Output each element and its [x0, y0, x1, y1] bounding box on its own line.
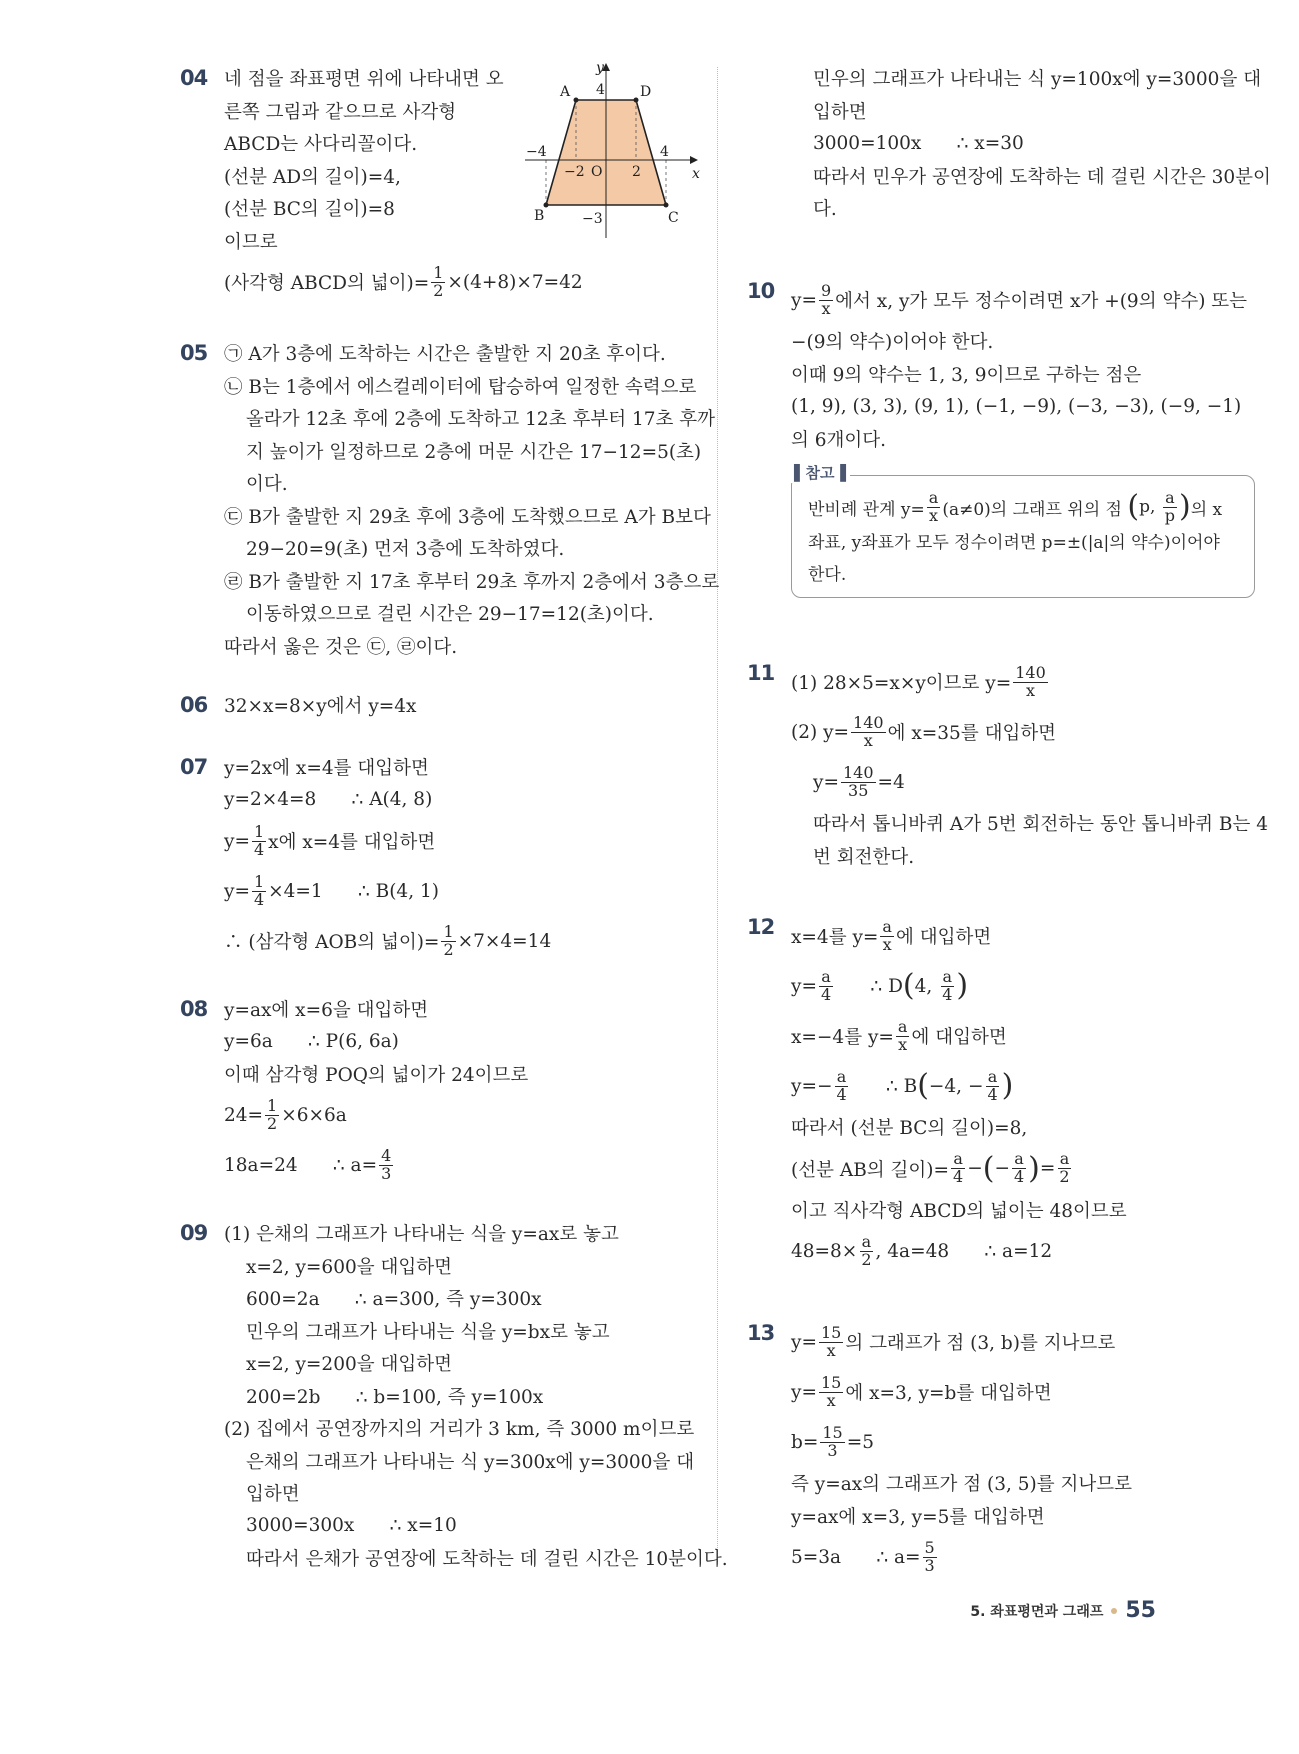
text-segment: 32×x=8×y에서 y=4x	[224, 696, 417, 718]
fraction-numerator: a	[882, 916, 892, 936]
problem-09	[180, 1217, 728, 1575]
text-segment: 에 x=3, y=b를 대입하면	[845, 1383, 1052, 1404]
text-segment: y=	[791, 1381, 817, 1403]
text-segment: −4, −	[928, 1075, 984, 1097]
text-segment: 입하면	[246, 1484, 300, 1506]
fraction-denominator: x	[826, 1390, 836, 1410]
text-segment: ㉢ B가 출발한 지 29초 후에 3층에 도착했으므로 A가 B보다	[224, 506, 711, 528]
text-segment: =4	[877, 771, 905, 793]
text-segment: ∴ (삼각형 AOB의 넓이)=	[224, 932, 440, 953]
fraction-denominator: 4	[953, 1167, 964, 1186]
fraction-denominator: x	[929, 505, 939, 525]
text-segment: −(9의 약수)이어야 한다.	[791, 332, 994, 354]
text-line	[224, 1091, 528, 1141]
text-line	[224, 565, 719, 598]
text-line	[224, 1026, 528, 1059]
text-line	[791, 1317, 1132, 1367]
text-segment: 에 대입하면	[911, 1027, 1007, 1048]
text-segment: 이동하였으므로 걸린 시간은 29−17=12(초)이다.	[246, 604, 654, 626]
fraction	[252, 871, 266, 909]
text-segment: 한다.	[808, 565, 847, 586]
fraction-numerator: a	[821, 966, 831, 986]
fraction-numerator: 15	[822, 1422, 843, 1442]
text-line	[224, 1347, 728, 1380]
text-line	[791, 1417, 1132, 1467]
text-line	[224, 192, 583, 225]
x-axis-arrow	[690, 156, 698, 164]
fraction	[819, 1322, 843, 1360]
text-segment: −	[994, 1158, 1010, 1179]
fraction-numerator: a	[1165, 488, 1175, 507]
text-segment: 반비례 관계 y=	[808, 499, 925, 520]
text-line	[791, 325, 1255, 358]
fraction-numerator: a	[1014, 1149, 1024, 1169]
problem-number: 08	[180, 997, 208, 1021]
text-segment: y=	[791, 1331, 817, 1353]
text-segment: x=2, y=600을 대입하면	[246, 1256, 452, 1278]
text-segment: ABCD는 사다리꼴이다.	[224, 134, 418, 156]
text-segment: 18a=24 ∴ a=	[224, 1155, 378, 1176]
fraction-numerator: 1	[267, 1096, 278, 1116]
text-line	[224, 1542, 728, 1575]
fraction	[834, 1066, 848, 1104]
text-segment: 이므로	[224, 231, 278, 253]
fraction	[1163, 490, 1177, 525]
text-segment: 네 점을 좌표평면 위에 나타내면 오	[224, 69, 504, 91]
tick-x-2: 2	[632, 164, 641, 180]
text-line	[808, 557, 1240, 589]
fraction-denominator: 4	[942, 984, 953, 1004]
text-segment: ×4=1 ∴ B(4, 1)	[268, 880, 439, 902]
text-line	[224, 467, 719, 500]
text-segment: 에서 x, y가 모두 정수이려면 x가 +(9의 약수) 또는	[835, 291, 1248, 312]
text-segment: y=2x에 x=4를 대입하면	[224, 758, 429, 780]
problem-09-continued	[791, 62, 1271, 225]
large-parenthesis: (	[917, 1068, 929, 1103]
problem-05	[180, 337, 720, 662]
text-line	[791, 1367, 1132, 1417]
text-line	[224, 500, 719, 533]
text-segment: 3000=300x ∴ x=10	[246, 1515, 457, 1537]
text-segment: ∴ B	[850, 1075, 918, 1097]
fraction	[819, 1372, 843, 1410]
fraction-numerator: a	[928, 488, 939, 507]
text-segment: y=	[791, 289, 817, 311]
text-segment: 이때 9의 약수는 1, 3, 9이므로 구하는 점은	[791, 364, 1142, 386]
text-segment: 이고 직사각형 ABCD의 넓이는 48이므로	[791, 1200, 1127, 1222]
text-line	[791, 1467, 1132, 1500]
fraction-numerator: 1	[433, 262, 444, 282]
text-segment: 민우의 그래프가 나타내는 식 y=100x에 y=3000을 대	[813, 69, 1262, 91]
text-segment: (선분 AB의 길이)=	[791, 1159, 950, 1181]
fraction	[859, 1231, 873, 1269]
fraction-denominator: x	[826, 1340, 836, 1360]
text-line	[224, 597, 719, 630]
fraction	[923, 1537, 937, 1575]
text-line	[791, 1061, 1127, 1111]
text-line	[791, 390, 1255, 423]
fraction	[252, 821, 266, 859]
text-segment: (2) y=	[791, 721, 850, 743]
text-line	[224, 1217, 728, 1250]
fraction-numerator: a	[1059, 1149, 1070, 1169]
problem-11	[747, 657, 1268, 872]
text-segment: y=ax에 x=6을 대입하면	[224, 1000, 429, 1022]
page-number: 55	[1125, 1598, 1156, 1623]
text-segment: 따라서 (선분 BC의 길이)=8,	[791, 1118, 1028, 1140]
text-segment: 48=8×	[791, 1240, 858, 1262]
text-line	[791, 62, 1271, 95]
tick-y-m3: −3	[582, 211, 603, 227]
fraction	[379, 1148, 393, 1183]
text-segment: 즉 y=ax의 그래프가 점 (3, 5)를 지나므로	[791, 1474, 1133, 1496]
fraction-denominator: x	[882, 934, 892, 954]
fraction-denominator: x	[821, 298, 831, 318]
text-line	[224, 1282, 728, 1315]
text-line	[224, 1250, 728, 1283]
text-segment: 4,	[914, 975, 939, 997]
text-line	[791, 358, 1255, 391]
fraction	[1012, 1151, 1026, 1186]
text-line	[224, 1380, 728, 1413]
problem-number: 13	[747, 1321, 775, 1345]
label-origin: O	[591, 164, 603, 180]
large-parenthesis: )	[1179, 489, 1191, 525]
fraction-numerator: a	[836, 1066, 847, 1086]
label-b: B	[534, 208, 545, 224]
label-a: A	[560, 84, 571, 100]
fraction-denominator: 2	[267, 1114, 278, 1133]
fraction-denominator: 4	[253, 889, 265, 909]
text-segment: ×7×4=14	[457, 930, 552, 952]
note-title: ▌참고▐	[790, 462, 850, 483]
text-segment: ㉡ B는 1층에서 에스컬레이터에 탑승하여 일정한 속력으로	[224, 376, 697, 398]
text-segment: 따라서 은채가 공연장에 도착하는 데 걸린 시간은 10분이다.	[246, 1549, 728, 1571]
large-parenthesis: (	[902, 968, 915, 1003]
text-line	[224, 435, 719, 468]
text-segment: =	[1039, 1158, 1056, 1179]
text-line	[791, 911, 1127, 961]
fraction	[819, 966, 833, 1004]
fraction	[927, 490, 941, 525]
text-segment: p,	[1139, 497, 1161, 518]
text-segment: 600=2a ∴ a=300, 즉 y=300x	[246, 1289, 542, 1311]
problem-number: 07	[180, 755, 208, 779]
text-line	[791, 423, 1255, 456]
large-parenthesis: )	[956, 968, 969, 1003]
fraction-numerator: 5	[924, 1537, 935, 1557]
label-y: y	[596, 60, 604, 76]
fraction	[841, 762, 876, 800]
text-segment: 3000=100x ∴ x=30	[813, 132, 1024, 154]
fraction	[985, 1066, 999, 1104]
fraction-numerator: 140	[853, 712, 884, 732]
fraction-numerator: a	[897, 1016, 908, 1036]
text-line	[224, 751, 551, 784]
large-parenthesis: )	[1028, 1150, 1040, 1186]
fraction-numerator: 15	[820, 1372, 842, 1392]
fraction-numerator: a	[861, 1231, 872, 1251]
fraction-denominator: 4	[253, 839, 265, 859]
text-line	[224, 1412, 728, 1445]
text-segment: 5=3a ∴ a=	[791, 1546, 921, 1568]
text-line	[791, 707, 1268, 757]
fraction-denominator: 3	[827, 1440, 838, 1460]
fraction-denominator: 2	[433, 280, 444, 300]
fraction-denominator: 4	[836, 1084, 847, 1104]
text-line	[224, 1315, 728, 1348]
fraction-denominator: x	[1025, 680, 1036, 700]
fraction-denominator: 2	[1059, 1167, 1070, 1186]
text-segment: 따라서 옳은 것은 ㉢, ㉣이다.	[224, 636, 458, 658]
text-segment: 의 그래프가 점 (3, b)를 지나므로	[845, 1333, 1116, 1354]
tick-x-m2: −2	[564, 164, 585, 180]
text-segment: x에 x=4를 대입하면	[268, 832, 436, 853]
problem-10	[747, 275, 1255, 598]
text-segment: (2) 집에서 공연장까지의 거리가 3 km, 즉 3000 m이므로	[224, 1419, 695, 1441]
text-segment: =5	[846, 1431, 874, 1453]
label-x: x	[692, 166, 700, 182]
text-line	[224, 1477, 728, 1510]
text-segment: −	[967, 1158, 983, 1179]
fraction-numerator: a	[987, 1066, 998, 1086]
text-segment: x=4를 y=	[791, 927, 879, 948]
text-segment: 좌표, y좌표가 모두 정수이려면 p=±(|a|의 약수)이어야	[808, 533, 1220, 554]
text-segment: , 4a=48 ∴ a=12	[875, 1240, 1053, 1262]
text-line	[224, 95, 583, 128]
text-segment: 른쪽 그림과 같으므로 사각형	[224, 101, 457, 123]
text-segment: y=6a ∴ P(6, 6a)	[224, 1031, 399, 1053]
text-segment: 에 대입하면	[895, 927, 992, 948]
page-footer	[970, 1598, 1156, 1623]
fraction	[1013, 662, 1048, 700]
fraction-denominator: 4	[820, 984, 832, 1004]
text-line	[791, 1011, 1127, 1061]
text-line	[791, 1194, 1127, 1227]
fraction-numerator: 4	[381, 1146, 392, 1166]
text-line	[224, 689, 416, 722]
text-segment: (사각형 ABCD의 넓이)=	[224, 273, 430, 294]
text-segment: (1) 은채의 그래프가 나타내는 식을 y=ax로 놓고	[224, 1224, 619, 1246]
text-line	[791, 275, 1255, 325]
text-segment: 은채의 그래프가 나타내는 식 y=300x에 y=3000을 대	[246, 1451, 695, 1473]
text-segment: 29−20=9(초) 먼저 3층에 도착하였다.	[246, 539, 565, 561]
text-segment: x=−4를 y=	[791, 1027, 894, 1048]
text-line	[224, 402, 719, 435]
label-c: C	[668, 210, 679, 226]
fraction	[265, 1098, 279, 1133]
text-segment: ∴ D	[835, 975, 903, 997]
text-line	[791, 1500, 1132, 1533]
text-line	[224, 816, 551, 866]
problem-number: 10	[747, 279, 775, 303]
text-line	[791, 1144, 1127, 1194]
text-segment: y=	[813, 771, 839, 793]
text-line	[791, 1532, 1132, 1582]
problem-12	[747, 911, 1127, 1276]
text-segment: (선분 BC의 길이)=8	[224, 199, 395, 221]
text-line	[224, 1141, 528, 1191]
fraction-denominator: x	[863, 730, 873, 750]
fraction-numerator: a	[953, 1149, 963, 1169]
fraction-denominator: p	[1164, 505, 1176, 525]
text-segment: 따라서 톱니바퀴 A가 5번 회전하는 동안 톱니바퀴 B는 4	[813, 814, 1268, 836]
text-line	[224, 127, 583, 160]
text-segment: 이때 삼각형 POQ의 넓이가 24이므로	[224, 1065, 529, 1087]
fraction	[951, 1151, 965, 1186]
text-segment: y=2×4=8 ∴ A(4, 8)	[224, 789, 433, 811]
text-segment: y=	[791, 975, 817, 997]
text-segment: 지 높이가 일정하므로 2층에 머문 시간은 17−12=5(초)	[246, 441, 702, 463]
text-line	[791, 657, 1268, 707]
text-line	[224, 257, 583, 307]
text-line	[224, 1058, 528, 1091]
text-segment: 민우의 그래프가 나타내는 식을 y=bx로 놓고	[246, 1321, 610, 1343]
large-parenthesis: (	[1127, 489, 1140, 525]
text-segment: (a≠0)의 그래프 위의 점	[942, 499, 1128, 520]
fraction	[441, 921, 455, 959]
text-line	[791, 840, 1268, 873]
fraction-denominator: 3	[381, 1164, 392, 1183]
text-line	[224, 62, 583, 95]
fraction-numerator: 1	[443, 921, 454, 941]
text-segment: 24=	[224, 1105, 264, 1126]
text-line	[791, 192, 1271, 225]
problem-13	[747, 1317, 1133, 1582]
text-line	[224, 532, 719, 565]
problem-number: 12	[747, 915, 775, 939]
text-line	[224, 370, 719, 403]
fraction	[431, 262, 445, 300]
fraction-numerator: 9	[820, 280, 832, 300]
bullet-dot	[1111, 1608, 1117, 1614]
text-segment: 따라서 민우가 공연장에 도착하는 데 걸린 시간은 30분이	[813, 166, 1271, 188]
text-segment: 이다.	[246, 474, 288, 496]
problem-07	[180, 751, 552, 966]
text-line	[791, 1226, 1127, 1276]
text-segment: 올라가 12초 후에 2층에 도착하고 12초 후부터 17초 후까	[246, 409, 715, 431]
fraction-numerator: 140	[842, 762, 874, 782]
problem-number: 05	[180, 341, 208, 365]
label-d: D	[640, 84, 652, 100]
text-segment: y=	[224, 880, 250, 902]
fraction-denominator: 4	[987, 1084, 998, 1104]
text-line	[224, 993, 528, 1026]
text-line	[791, 95, 1271, 128]
text-line	[791, 160, 1271, 193]
text-line	[224, 1445, 728, 1478]
text-segment: ×(4+8)×7=42	[447, 271, 583, 293]
fraction-denominator: 35	[848, 780, 869, 800]
fraction-numerator: 1	[253, 821, 265, 841]
text-segment: 에 x=35를 대입하면	[887, 723, 1057, 744]
tick-x-m4: −4	[526, 144, 547, 160]
text-segment: 번 회전한다.	[813, 846, 915, 868]
large-parenthesis: )	[1001, 1068, 1014, 1103]
problem-08	[180, 993, 529, 1191]
fraction	[896, 1016, 910, 1054]
problem-number: 04	[180, 66, 208, 90]
fraction-denominator: 2	[861, 1249, 872, 1269]
text-segment: 다.	[813, 199, 837, 221]
fraction-numerator: 15	[820, 1322, 842, 1342]
tick-y-4: 4	[596, 82, 605, 98]
text-line	[808, 525, 1240, 557]
text-line	[791, 1111, 1127, 1144]
text-segment: (1, 9), (3, 3), (9, 1), (−1, −9), (−3, −3), (−9, −1)	[791, 395, 1242, 417]
fraction-numerator: 140	[1015, 662, 1046, 682]
text-line	[224, 784, 551, 817]
fraction	[1057, 1151, 1071, 1186]
text-line	[791, 127, 1271, 160]
problem-number: 06	[180, 693, 208, 717]
problem-number: 11	[747, 661, 775, 685]
text-line	[791, 961, 1127, 1011]
text-line	[224, 337, 719, 370]
text-segment: 의 6개이다.	[791, 429, 887, 451]
fraction-denominator: x	[898, 1034, 908, 1054]
text-segment: y=ax에 x=3, y=5를 대입하면	[791, 1506, 1045, 1528]
text-segment: 의 x	[1190, 499, 1223, 520]
text-segment: y=	[224, 830, 250, 852]
large-parenthesis: (	[982, 1150, 995, 1186]
tick-x-4: 4	[660, 144, 669, 160]
text-line	[224, 160, 583, 193]
fraction	[880, 916, 894, 954]
fraction-numerator: a	[942, 966, 953, 986]
text-line	[808, 490, 1240, 525]
text-segment: y=−	[791, 1075, 833, 1097]
fraction	[820, 1422, 844, 1460]
problem-06	[180, 689, 417, 722]
text-line	[791, 757, 1268, 807]
text-line	[224, 630, 719, 663]
fraction-numerator: 1	[253, 871, 265, 891]
text-line	[224, 1510, 728, 1543]
text-segment: ×6×6a	[281, 1105, 347, 1126]
fraction-denominator: 2	[443, 939, 454, 959]
text-segment: (1) 28×5=x×y이므로 y=	[791, 673, 1012, 694]
text-line	[224, 866, 551, 916]
text-line	[224, 916, 551, 966]
text-segment: ㉠ A가 3층에 도착하는 시간은 출발한 지 20초 후이다.	[224, 344, 666, 366]
problem-number: 09	[180, 1221, 208, 1245]
text-line	[791, 807, 1268, 840]
text-segment: ㉣ B가 출발한 지 17초 후부터 29초 후까지 2층에서 3층으로	[224, 571, 720, 593]
text-segment: 200=2b ∴ b=100, 즉 y=100x	[246, 1386, 544, 1408]
text-segment: b=	[791, 1431, 819, 1453]
fraction	[940, 966, 954, 1004]
text-segment: 입하면	[813, 101, 867, 123]
fraction-denominator: 3	[924, 1555, 935, 1575]
fraction-denominator: 4	[1013, 1167, 1025, 1186]
reference-note-box	[791, 464, 1255, 598]
text-segment: (선분 AD의 길이)=4,	[224, 166, 401, 188]
text-line	[224, 225, 583, 258]
text-segment: x=2, y=200을 대입하면	[246, 1354, 452, 1376]
fraction	[851, 712, 886, 750]
fraction	[819, 280, 833, 318]
chapter-title: 5. 좌표평면과 그래프	[970, 1603, 1104, 1620]
problem-04	[180, 62, 583, 307]
